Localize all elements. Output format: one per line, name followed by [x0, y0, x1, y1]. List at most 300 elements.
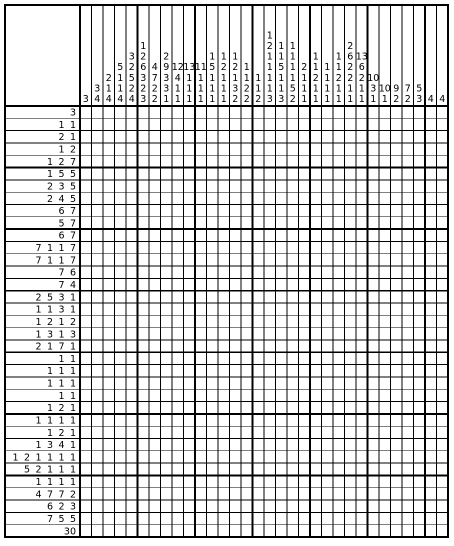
- grid-cell[interactable]: [241, 340, 253, 352]
- grid-cell[interactable]: [149, 402, 161, 414]
- grid-cell[interactable]: [195, 192, 207, 204]
- grid-cell[interactable]: [241, 365, 253, 377]
- grid-cell[interactable]: [276, 402, 288, 414]
- grid-cell[interactable]: [414, 340, 426, 352]
- grid-cell[interactable]: [333, 217, 345, 229]
- grid-cell[interactable]: [356, 328, 368, 340]
- grid-cell[interactable]: [184, 475, 196, 487]
- grid-cell[interactable]: [103, 512, 115, 524]
- grid-cell[interactable]: [207, 180, 219, 192]
- grid-cell[interactable]: [414, 155, 426, 167]
- grid-cell[interactable]: [333, 389, 345, 401]
- grid-cell[interactable]: [402, 266, 414, 278]
- grid-cell[interactable]: [172, 328, 184, 340]
- grid-cell[interactable]: [195, 168, 207, 180]
- grid-cell[interactable]: [402, 291, 414, 303]
- grid-cell[interactable]: [402, 438, 414, 450]
- grid-cell[interactable]: [345, 451, 357, 463]
- grid-cell[interactable]: [103, 180, 115, 192]
- grid-cell[interactable]: [333, 106, 345, 118]
- grid-cell[interactable]: [149, 254, 161, 266]
- grid-cell[interactable]: [115, 488, 127, 500]
- grid-cell[interactable]: [230, 463, 242, 475]
- grid-cell[interactable]: [379, 168, 391, 180]
- grid-cell[interactable]: [138, 451, 150, 463]
- grid-cell[interactable]: [253, 143, 265, 155]
- grid-cell[interactable]: [356, 254, 368, 266]
- grid-cell[interactable]: [414, 500, 426, 512]
- grid-cell[interactable]: [241, 143, 253, 155]
- grid-cell[interactable]: [264, 168, 276, 180]
- grid-cell[interactable]: [368, 512, 380, 524]
- grid-cell[interactable]: [184, 180, 196, 192]
- grid-cell[interactable]: [195, 500, 207, 512]
- grid-cell[interactable]: [414, 414, 426, 426]
- grid-cell[interactable]: [115, 118, 127, 130]
- grid-cell[interactable]: [138, 266, 150, 278]
- grid-cell[interactable]: [402, 389, 414, 401]
- grid-cell[interactable]: [322, 463, 334, 475]
- grid-cell[interactable]: [391, 241, 403, 253]
- grid-cell[interactable]: [264, 352, 276, 364]
- grid-cell[interactable]: [195, 512, 207, 524]
- grid-cell[interactable]: [230, 451, 242, 463]
- grid-cell[interactable]: [80, 254, 92, 266]
- grid-cell[interactable]: [149, 205, 161, 217]
- grid-cell[interactable]: [391, 118, 403, 130]
- grid-cell[interactable]: [379, 291, 391, 303]
- grid-cell[interactable]: [333, 266, 345, 278]
- grid-cell[interactable]: [195, 106, 207, 118]
- grid-cell[interactable]: [345, 241, 357, 253]
- grid-cell[interactable]: [425, 488, 437, 500]
- grid-cell[interactable]: [299, 500, 311, 512]
- grid-cell[interactable]: [333, 241, 345, 253]
- grid-cell[interactable]: [402, 451, 414, 463]
- grid-cell[interactable]: [138, 143, 150, 155]
- grid-cell[interactable]: [92, 118, 104, 130]
- grid-cell[interactable]: [425, 254, 437, 266]
- grid-cell[interactable]: [241, 192, 253, 204]
- grid-cell[interactable]: [391, 525, 403, 537]
- grid-cell[interactable]: [437, 463, 449, 475]
- grid-cell[interactable]: [126, 131, 138, 143]
- grid-cell[interactable]: [391, 131, 403, 143]
- grid-cell[interactable]: [333, 438, 345, 450]
- grid-cell[interactable]: [333, 168, 345, 180]
- grid-cell[interactable]: [92, 155, 104, 167]
- grid-cell[interactable]: [253, 155, 265, 167]
- grid-cell[interactable]: [126, 192, 138, 204]
- grid-cell[interactable]: [218, 192, 230, 204]
- grid-cell[interactable]: [230, 426, 242, 438]
- grid-cell[interactable]: [184, 512, 196, 524]
- grid-cell[interactable]: [276, 205, 288, 217]
- grid-cell[interactable]: [172, 475, 184, 487]
- grid-cell[interactable]: [425, 278, 437, 290]
- grid-cell[interactable]: [379, 217, 391, 229]
- grid-cell[interactable]: [92, 303, 104, 315]
- grid-cell[interactable]: [322, 278, 334, 290]
- grid-cell[interactable]: [299, 229, 311, 241]
- grid-cell[interactable]: [126, 168, 138, 180]
- grid-cell[interactable]: [149, 426, 161, 438]
- grid-cell[interactable]: [310, 315, 322, 327]
- grid-cell[interactable]: [195, 229, 207, 241]
- grid-cell[interactable]: [103, 291, 115, 303]
- grid-cell[interactable]: [391, 266, 403, 278]
- grid-cell[interactable]: [126, 512, 138, 524]
- grid-cell[interactable]: [310, 168, 322, 180]
- grid-cell[interactable]: [149, 365, 161, 377]
- grid-cell[interactable]: [310, 488, 322, 500]
- grid-cell[interactable]: [368, 180, 380, 192]
- grid-cell[interactable]: [80, 131, 92, 143]
- grid-cell[interactable]: [115, 131, 127, 143]
- grid-cell[interactable]: [126, 315, 138, 327]
- grid-cell[interactable]: [425, 352, 437, 364]
- grid-cell[interactable]: [379, 303, 391, 315]
- grid-cell[interactable]: [414, 525, 426, 537]
- grid-cell[interactable]: [345, 438, 357, 450]
- grid-cell[interactable]: [218, 402, 230, 414]
- grid-cell[interactable]: [264, 118, 276, 130]
- grid-cell[interactable]: [161, 340, 173, 352]
- grid-cell[interactable]: [402, 475, 414, 487]
- grid-cell[interactable]: [92, 426, 104, 438]
- grid-cell[interactable]: [287, 266, 299, 278]
- grid-cell[interactable]: [310, 192, 322, 204]
- grid-cell[interactable]: [276, 340, 288, 352]
- grid-cell[interactable]: [287, 451, 299, 463]
- grid-cell[interactable]: [264, 315, 276, 327]
- grid-cell[interactable]: [310, 451, 322, 463]
- grid-cell[interactable]: [253, 241, 265, 253]
- grid-cell[interactable]: [149, 525, 161, 537]
- grid-cell[interactable]: [207, 168, 219, 180]
- grid-cell[interactable]: [161, 155, 173, 167]
- grid-cell[interactable]: [115, 500, 127, 512]
- grid-cell[interactable]: [264, 340, 276, 352]
- grid-cell[interactable]: [356, 291, 368, 303]
- grid-cell[interactable]: [310, 402, 322, 414]
- grid-cell[interactable]: [276, 278, 288, 290]
- grid-cell[interactable]: [103, 241, 115, 253]
- grid-cell[interactable]: [356, 438, 368, 450]
- grid-cell[interactable]: [264, 217, 276, 229]
- grid-cell[interactable]: [126, 500, 138, 512]
- grid-cell[interactable]: [345, 303, 357, 315]
- grid-cell[interactable]: [299, 463, 311, 475]
- grid-cell[interactable]: [402, 155, 414, 167]
- grid-cell[interactable]: [414, 106, 426, 118]
- grid-cell[interactable]: [218, 328, 230, 340]
- grid-cell[interactable]: [218, 241, 230, 253]
- grid-cell[interactable]: [402, 402, 414, 414]
- grid-cell[interactable]: [425, 512, 437, 524]
- grid-cell[interactable]: [241, 402, 253, 414]
- grid-cell[interactable]: [333, 118, 345, 130]
- grid-cell[interactable]: [115, 229, 127, 241]
- grid-cell[interactable]: [345, 525, 357, 537]
- grid-cell[interactable]: [195, 340, 207, 352]
- grid-cell[interactable]: [92, 402, 104, 414]
- grid-cell[interactable]: [356, 106, 368, 118]
- grid-cell[interactable]: [195, 254, 207, 266]
- grid-cell[interactable]: [276, 414, 288, 426]
- grid-cell[interactable]: [437, 328, 449, 340]
- grid-cell[interactable]: [276, 451, 288, 463]
- grid-cell[interactable]: [333, 229, 345, 241]
- grid-cell[interactable]: [299, 315, 311, 327]
- grid-cell[interactable]: [333, 463, 345, 475]
- grid-cell[interactable]: [172, 426, 184, 438]
- grid-cell[interactable]: [92, 463, 104, 475]
- grid-cell[interactable]: [138, 488, 150, 500]
- grid-cell[interactable]: [391, 291, 403, 303]
- grid-cell[interactable]: [230, 241, 242, 253]
- grid-cell[interactable]: [356, 340, 368, 352]
- grid-cell[interactable]: [172, 229, 184, 241]
- grid-cell[interactable]: [368, 340, 380, 352]
- grid-cell[interactable]: [138, 254, 150, 266]
- grid-cell[interactable]: [230, 266, 242, 278]
- grid-cell[interactable]: [253, 389, 265, 401]
- grid-cell[interactable]: [115, 168, 127, 180]
- grid-cell[interactable]: [230, 131, 242, 143]
- grid-cell[interactable]: [253, 266, 265, 278]
- grid-cell[interactable]: [356, 118, 368, 130]
- grid-cell[interactable]: [218, 143, 230, 155]
- grid-cell[interactable]: [161, 512, 173, 524]
- grid-cell[interactable]: [276, 168, 288, 180]
- grid-cell[interactable]: [437, 266, 449, 278]
- grid-cell[interactable]: [322, 451, 334, 463]
- grid-cell[interactable]: [425, 266, 437, 278]
- grid-cell[interactable]: [184, 143, 196, 155]
- grid-cell[interactable]: [391, 352, 403, 364]
- grid-cell[interactable]: [264, 180, 276, 192]
- grid-cell[interactable]: [299, 340, 311, 352]
- grid-cell[interactable]: [333, 525, 345, 537]
- grid-cell[interactable]: [276, 426, 288, 438]
- grid-cell[interactable]: [184, 254, 196, 266]
- grid-cell[interactable]: [356, 192, 368, 204]
- grid-cell[interactable]: [184, 303, 196, 315]
- grid-cell[interactable]: [368, 143, 380, 155]
- grid-cell[interactable]: [287, 438, 299, 450]
- grid-cell[interactable]: [264, 438, 276, 450]
- grid-cell[interactable]: [310, 266, 322, 278]
- grid-cell[interactable]: [391, 278, 403, 290]
- grid-cell[interactable]: [253, 303, 265, 315]
- grid-cell[interactable]: [161, 389, 173, 401]
- grid-cell[interactable]: [103, 340, 115, 352]
- grid-cell[interactable]: [241, 205, 253, 217]
- grid-cell[interactable]: [207, 315, 219, 327]
- grid-cell[interactable]: [241, 451, 253, 463]
- grid-cell[interactable]: [322, 118, 334, 130]
- grid-cell[interactable]: [368, 106, 380, 118]
- grid-cell[interactable]: [310, 303, 322, 315]
- grid-cell[interactable]: [115, 438, 127, 450]
- grid-cell[interactable]: [138, 475, 150, 487]
- grid-cell[interactable]: [276, 389, 288, 401]
- grid-cell[interactable]: [207, 241, 219, 253]
- grid-cell[interactable]: [299, 143, 311, 155]
- grid-cell[interactable]: [92, 180, 104, 192]
- grid-cell[interactable]: [92, 365, 104, 377]
- grid-cell[interactable]: [218, 365, 230, 377]
- grid-cell[interactable]: [218, 303, 230, 315]
- grid-cell[interactable]: [207, 278, 219, 290]
- grid-cell[interactable]: [126, 106, 138, 118]
- grid-cell[interactable]: [402, 340, 414, 352]
- grid-cell[interactable]: [299, 192, 311, 204]
- grid-cell[interactable]: [287, 106, 299, 118]
- grid-cell[interactable]: [115, 451, 127, 463]
- grid-cell[interactable]: [218, 106, 230, 118]
- grid-cell[interactable]: [230, 525, 242, 537]
- grid-cell[interactable]: [172, 512, 184, 524]
- grid-cell[interactable]: [402, 303, 414, 315]
- grid-cell[interactable]: [264, 389, 276, 401]
- grid-cell[interactable]: [299, 131, 311, 143]
- grid-cell[interactable]: [379, 389, 391, 401]
- grid-cell[interactable]: [115, 512, 127, 524]
- grid-cell[interactable]: [299, 180, 311, 192]
- grid-cell[interactable]: [207, 402, 219, 414]
- grid-cell[interactable]: [276, 131, 288, 143]
- grid-cell[interactable]: [379, 488, 391, 500]
- grid-cell[interactable]: [322, 500, 334, 512]
- grid-cell[interactable]: [103, 217, 115, 229]
- grid-cell[interactable]: [149, 414, 161, 426]
- grid-cell[interactable]: [126, 266, 138, 278]
- grid-cell[interactable]: [437, 180, 449, 192]
- grid-cell[interactable]: [103, 377, 115, 389]
- grid-cell[interactable]: [218, 488, 230, 500]
- grid-cell[interactable]: [368, 131, 380, 143]
- grid-cell[interactable]: [253, 340, 265, 352]
- grid-cell[interactable]: [115, 291, 127, 303]
- grid-cell[interactable]: [138, 106, 150, 118]
- grid-cell[interactable]: [172, 241, 184, 253]
- grid-cell[interactable]: [138, 303, 150, 315]
- grid-cell[interactable]: [92, 192, 104, 204]
- grid-cell[interactable]: [299, 377, 311, 389]
- grid-cell[interactable]: [138, 438, 150, 450]
- grid-cell[interactable]: [241, 180, 253, 192]
- grid-cell[interactable]: [425, 451, 437, 463]
- grid-cell[interactable]: [287, 475, 299, 487]
- grid-cell[interactable]: [379, 414, 391, 426]
- grid-cell[interactable]: [356, 143, 368, 155]
- grid-cell[interactable]: [356, 205, 368, 217]
- grid-cell[interactable]: [241, 118, 253, 130]
- grid-cell[interactable]: [287, 525, 299, 537]
- grid-cell[interactable]: [322, 131, 334, 143]
- grid-cell[interactable]: [103, 438, 115, 450]
- grid-cell[interactable]: [80, 475, 92, 487]
- grid-cell[interactable]: [218, 205, 230, 217]
- grid-cell[interactable]: [287, 512, 299, 524]
- grid-cell[interactable]: [149, 328, 161, 340]
- grid-cell[interactable]: [92, 254, 104, 266]
- grid-cell[interactable]: [230, 291, 242, 303]
- grid-cell[interactable]: [115, 278, 127, 290]
- grid-cell[interactable]: [322, 328, 334, 340]
- grid-cell[interactable]: [368, 352, 380, 364]
- grid-cell[interactable]: [184, 217, 196, 229]
- grid-cell[interactable]: [414, 291, 426, 303]
- grid-cell[interactable]: [149, 463, 161, 475]
- grid-cell[interactable]: [149, 475, 161, 487]
- grid-cell[interactable]: [218, 426, 230, 438]
- grid-cell[interactable]: [368, 266, 380, 278]
- grid-cell[interactable]: [310, 217, 322, 229]
- grid-cell[interactable]: [414, 278, 426, 290]
- grid-cell[interactable]: [103, 389, 115, 401]
- grid-cell[interactable]: [161, 315, 173, 327]
- grid-cell[interactable]: [184, 463, 196, 475]
- grid-cell[interactable]: [207, 475, 219, 487]
- grid-cell[interactable]: [218, 155, 230, 167]
- grid-cell[interactable]: [299, 291, 311, 303]
- grid-cell[interactable]: [126, 303, 138, 315]
- grid-cell[interactable]: [80, 414, 92, 426]
- grid-cell[interactable]: [425, 131, 437, 143]
- grid-cell[interactable]: [253, 475, 265, 487]
- grid-cell[interactable]: [437, 205, 449, 217]
- grid-cell[interactable]: [161, 266, 173, 278]
- grid-cell[interactable]: [333, 192, 345, 204]
- grid-cell[interactable]: [138, 463, 150, 475]
- grid-cell[interactable]: [322, 438, 334, 450]
- grid-cell[interactable]: [264, 131, 276, 143]
- grid-cell[interactable]: [80, 205, 92, 217]
- grid-cell[interactable]: [149, 451, 161, 463]
- grid-cell[interactable]: [264, 254, 276, 266]
- grid-cell[interactable]: [322, 488, 334, 500]
- grid-cell[interactable]: [437, 475, 449, 487]
- grid-cell[interactable]: [184, 168, 196, 180]
- grid-cell[interactable]: [356, 426, 368, 438]
- grid-cell[interactable]: [414, 118, 426, 130]
- grid-cell[interactable]: [299, 303, 311, 315]
- grid-cell[interactable]: [345, 389, 357, 401]
- grid-cell[interactable]: [333, 512, 345, 524]
- grid-cell[interactable]: [425, 180, 437, 192]
- grid-cell[interactable]: [391, 143, 403, 155]
- grid-cell[interactable]: [92, 475, 104, 487]
- grid-cell[interactable]: [287, 463, 299, 475]
- grid-cell[interactable]: [172, 451, 184, 463]
- grid-cell[interactable]: [356, 389, 368, 401]
- grid-cell[interactable]: [138, 241, 150, 253]
- grid-cell[interactable]: [264, 266, 276, 278]
- grid-cell[interactable]: [80, 168, 92, 180]
- grid-cell[interactable]: [425, 475, 437, 487]
- grid-cell[interactable]: [356, 241, 368, 253]
- grid-cell[interactable]: [253, 500, 265, 512]
- grid-cell[interactable]: [115, 254, 127, 266]
- grid-cell[interactable]: [149, 291, 161, 303]
- grid-cell[interactable]: [287, 291, 299, 303]
- grid-cell[interactable]: [402, 512, 414, 524]
- grid-cell[interactable]: [368, 303, 380, 315]
- grid-cell[interactable]: [402, 254, 414, 266]
